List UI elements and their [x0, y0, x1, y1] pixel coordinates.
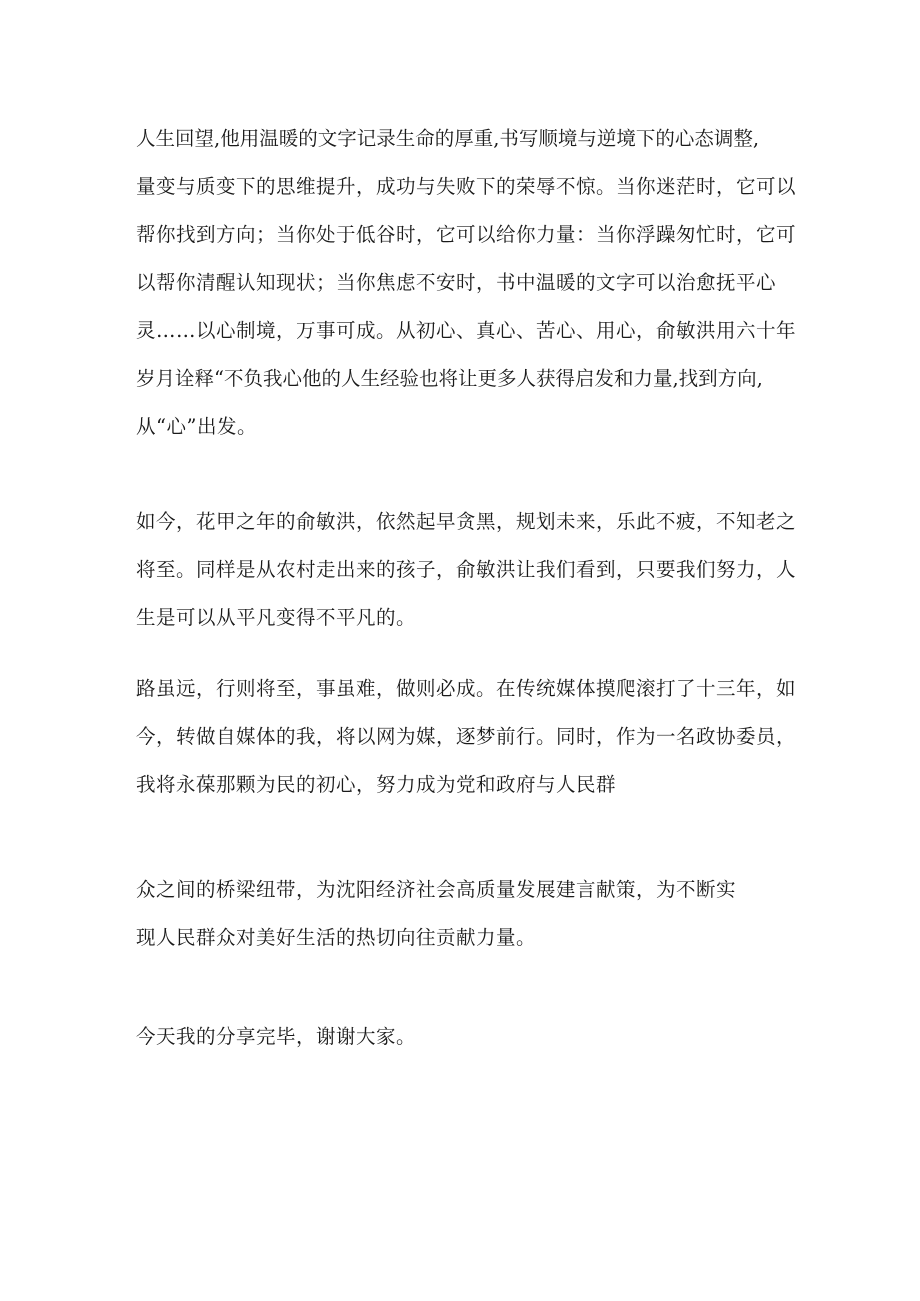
- paragraph-today: [136, 498, 796, 642]
- paragraph-line: 路虽远，行则将至，事虽难，做则必成。在传统媒体摸爬滚打了十三年，如: [136, 677, 797, 700]
- paragraph-line: 以帮你清醒认知现状；当你焦虑不安时，书中温暖的文字可以治愈抚平心: [136, 271, 777, 294]
- paragraph-line: 灵……以心制境，万事可成。从初心、真心、苦心、用心，俞敏洪用六十年: [136, 319, 797, 342]
- paragraph-line: 今，转做自媒体的我，将以网为媒，逐梦前行。同时，作为一名政协委员，: [136, 725, 797, 748]
- paragraph-line: 如今，花甲之年的俞敏洪，依然起早贪黑，规划未来，乐此不疲，不知老之: [136, 510, 797, 533]
- paragraph-line: 量变与质变下的思维提升，成功与失败下的荣辱不惊。当你迷茫时，它可以: [136, 175, 797, 198]
- paragraph-line: 人生回望,他用温暖的文字记录生命的厚重,书写顺境与逆境下的心态调整,: [136, 127, 760, 150]
- paragraph-journey: [136, 665, 796, 809]
- paragraph-bridge: [136, 866, 796, 962]
- paragraph-line: 将至。同样是从农村走出来的孩子，俞敏洪让我们看到，只要我们努力，人: [136, 558, 797, 581]
- paragraph-line: 生是可以从平凡变得不平凡的。: [136, 606, 417, 629]
- paragraph-line: 帮你找到方向；当你处于低谷时，它可以给你力量：当你浮躁匆忙时，它可: [136, 223, 797, 246]
- paragraph-reflection: [136, 115, 796, 451]
- paragraph-closing: [136, 1013, 796, 1061]
- paragraph-line: 现人民群众对美好生活的热切向往贡献力量。: [136, 926, 537, 949]
- paragraph-line: 岁月诠释“不负我心他的人生经验也将让更多人获得启发和力量,找到方向,: [136, 367, 763, 390]
- paragraph-line: 今天我的分享完毕，谢谢大家。: [136, 1025, 417, 1048]
- paragraph-line: 从“心”出发。: [136, 415, 257, 438]
- paragraph-line: 我将永葆那颗为民的初心，努力成为党和政府与人民群: [136, 773, 617, 796]
- paragraph-line: 众之间的桥梁纽带，为沈阳经济社会高质量发展建言献策，为不断实: [136, 878, 737, 901]
